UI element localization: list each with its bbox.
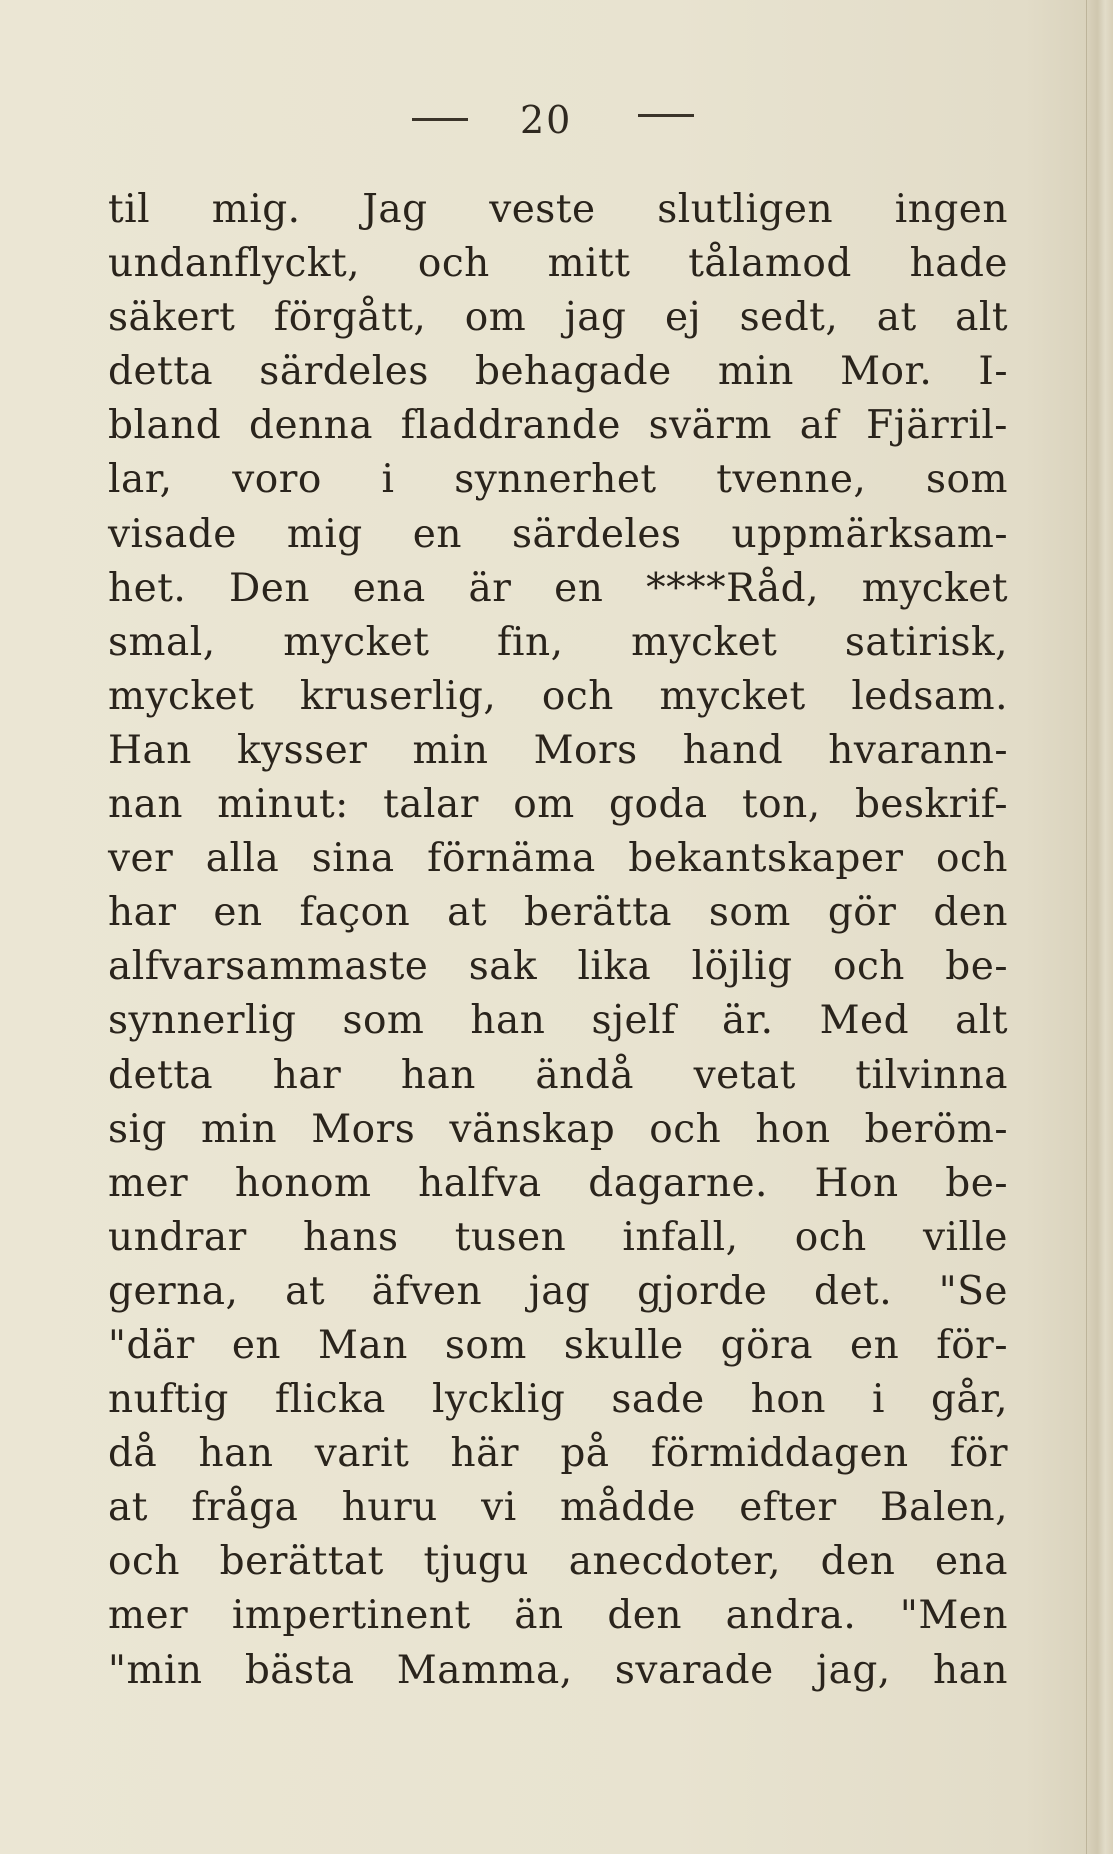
text-line: smal, mycket fin, mycket satirisk, <box>108 619 1008 665</box>
text-line: mer impertinent än den andra. "Men <box>108 1593 1008 1639</box>
text-line: Han kysser min Mors hand hvarann- <box>108 727 1008 773</box>
text-line: het. Den ena är en ****Råd, mycket <box>108 565 1008 611</box>
text-line: detta särdeles behagade min Mor. I- <box>108 349 1008 395</box>
text-line: at fråga huru vi mådde efter Balen, <box>108 1485 1008 1531</box>
text-line: då han varit här på förmiddagen för <box>108 1431 1008 1477</box>
text-line: undrar hans tusen infall, och ville <box>108 1214 1008 1260</box>
text-line: synnerlig som han sjelf är. Med alt <box>108 998 1008 1044</box>
text-line: "där en Man som skulle göra en för- <box>108 1322 1008 1368</box>
text-line: mer honom halfva dagarne. Hon be- <box>108 1160 1008 1206</box>
text-line: "min bästa Mamma, svarade jag, han <box>108 1647 1008 1693</box>
text-line: gerna, at äfven jag gjorde det. "Se <box>108 1268 1008 1314</box>
page-edge <box>1086 0 1113 1854</box>
text-line: detta har han ändå vetat tilvinna <box>108 1052 1008 1098</box>
header-rule-left <box>412 118 468 121</box>
text-line: til mig. Jag veste slutligen ingen <box>108 187 1008 232</box>
page-number: 20 <box>520 98 573 142</box>
text-line: nuftig flicka lycklig sade hon i går, <box>108 1377 1008 1423</box>
text-line: undanflyckt, och mitt tålamod hade <box>108 241 1008 287</box>
header-rule-right <box>638 114 694 117</box>
text-line: nan minut: talar om goda ton, beskrif- <box>108 782 1008 828</box>
text-line: lar, voro i synnerhet tvenne, som <box>108 457 1008 503</box>
text-line: ver alla sina förnäma bekantskaper och <box>108 836 1008 882</box>
text-line: säkert förgått, om jag ej sedt, at alt <box>108 295 1008 341</box>
text-line: mycket kruserlig, och mycket ledsam. <box>108 673 1008 719</box>
text-line: alfvarsammaste sak lika löjlig och be- <box>108 944 1008 990</box>
text-line: visade mig en särdeles uppmärksam- <box>108 511 1008 557</box>
page-header <box>0 98 1113 148</box>
text-line: bland denna fladdrande svärm af Fjärril- <box>108 403 1008 449</box>
text-line: har en façon at berätta som gör den <box>108 890 1008 936</box>
text-line: och berättat tjugu anecdoter, den ena <box>108 1539 1008 1585</box>
text-line: sig min Mors vänskap och hon beröm- <box>108 1106 1008 1152</box>
body-text <box>108 183 1008 1698</box>
